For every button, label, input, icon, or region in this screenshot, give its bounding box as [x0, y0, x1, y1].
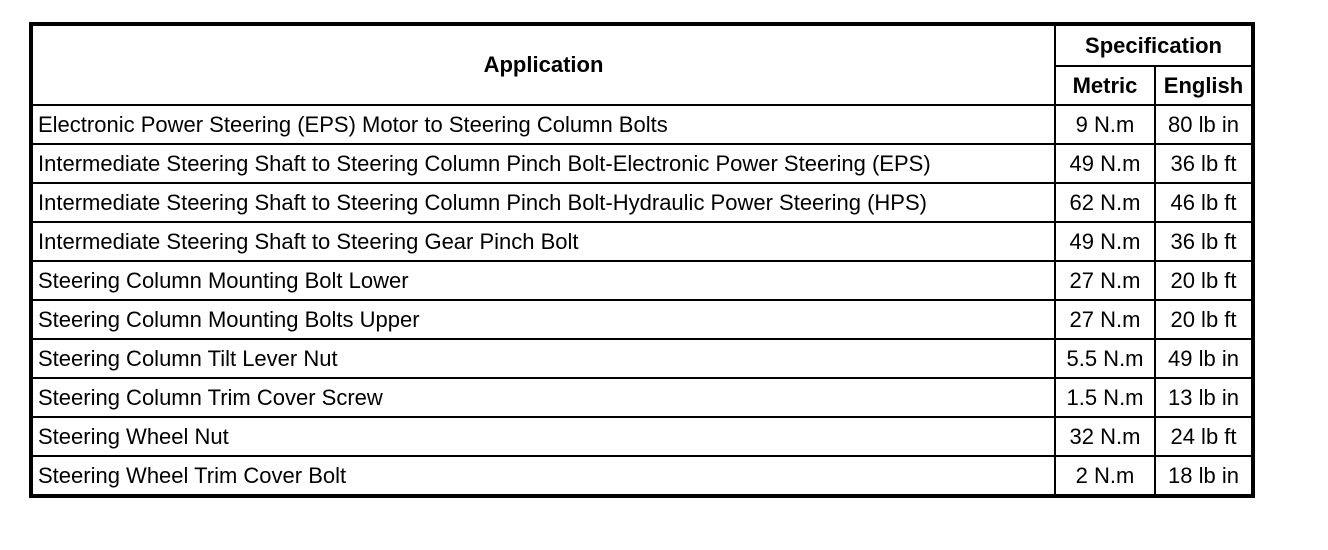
metric-value-cell: 32 N.m — [1055, 417, 1155, 456]
application-cell: Intermediate Steering Shaft to Steering Gear Pinch Bolt — [31, 222, 1055, 261]
english-value-cell: 20 lb ft — [1155, 261, 1253, 300]
metric-value-cell: 62 N.m — [1055, 183, 1155, 222]
metric-value-cell: 9 N.m — [1055, 105, 1155, 144]
english-column-header: English — [1155, 66, 1253, 105]
table-row — [31, 339, 1253, 378]
table-header — [31, 24, 1253, 105]
table-body — [31, 105, 1253, 496]
table-row — [31, 417, 1253, 456]
metric-value-cell: 1.5 N.m — [1055, 378, 1155, 417]
application-cell: Steering Column Mounting Bolt Lower — [31, 261, 1055, 300]
metric-value-cell: 27 N.m — [1055, 261, 1155, 300]
table-row — [31, 105, 1253, 144]
english-value-cell: 46 lb ft — [1155, 183, 1253, 222]
metric-value-cell: 27 N.m — [1055, 300, 1155, 339]
table-row — [31, 144, 1253, 183]
metric-value-cell: 49 N.m — [1055, 222, 1155, 261]
table-row — [31, 456, 1253, 496]
application-cell: Steering Wheel Trim Cover Bolt — [31, 456, 1055, 496]
metric-column-header: Metric — [1055, 66, 1155, 105]
table-row — [31, 222, 1253, 261]
table-row — [31, 261, 1253, 300]
specification-group-header: Specification — [1055, 24, 1253, 66]
application-cell: Steering Column Mounting Bolts Upper — [31, 300, 1055, 339]
metric-value-cell: 2 N.m — [1055, 456, 1155, 496]
english-value-cell: 13 lb in — [1155, 378, 1253, 417]
metric-value-cell: 49 N.m — [1055, 144, 1155, 183]
metric-value-cell: 5.5 N.m — [1055, 339, 1155, 378]
english-value-cell: 36 lb ft — [1155, 144, 1253, 183]
english-value-cell: 49 lb in — [1155, 339, 1253, 378]
table-row — [31, 300, 1253, 339]
table-row — [31, 183, 1253, 222]
english-value-cell: 80 lb in — [1155, 105, 1253, 144]
torque-specification-table — [29, 22, 1255, 498]
application-cell: Intermediate Steering Shaft to Steering Column Pinch Bolt-Electronic Power Steering (EPS) — [31, 144, 1055, 183]
english-value-cell: 20 lb ft — [1155, 300, 1253, 339]
application-cell: Intermediate Steering Shaft to Steering Column Pinch Bolt-Hydraulic Power Steering (HPS) — [31, 183, 1055, 222]
application-cell: Steering Column Tilt Lever Nut — [31, 339, 1055, 378]
application-cell: Electronic Power Steering (EPS) Motor to Steering Column Bolts — [31, 105, 1055, 144]
english-value-cell: 24 lb ft — [1155, 417, 1253, 456]
header-row-top — [31, 24, 1253, 66]
application-cell: Steering Column Trim Cover Screw — [31, 378, 1055, 417]
english-value-cell: 18 lb in — [1155, 456, 1253, 496]
application-column-header: Application — [31, 24, 1055, 105]
table-row — [31, 378, 1253, 417]
english-value-cell: 36 lb ft — [1155, 222, 1253, 261]
application-cell: Steering Wheel Nut — [31, 417, 1055, 456]
